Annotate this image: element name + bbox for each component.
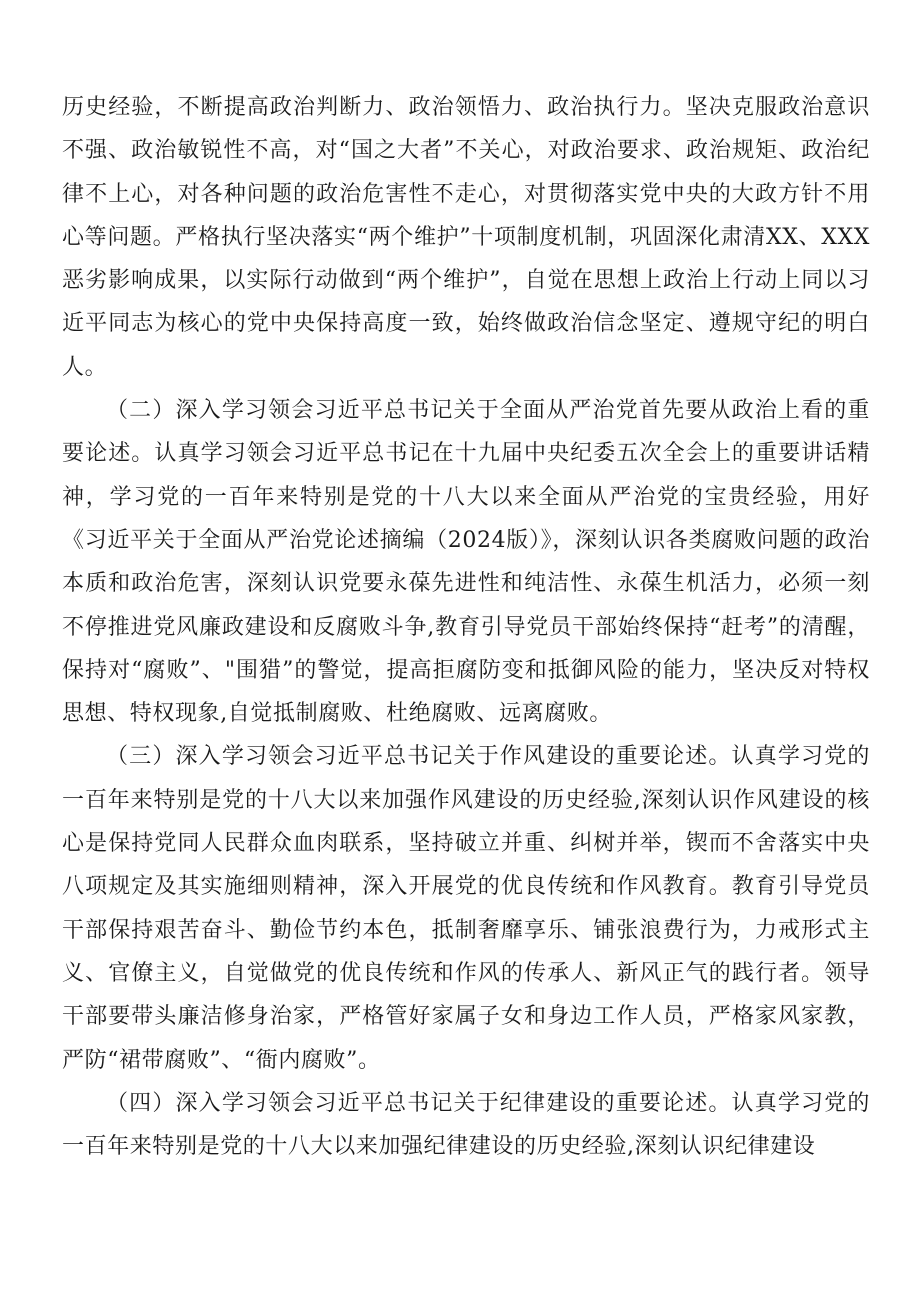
paragraph-section-three: （三）深入学习领会习近平总书记关于作风建设的重要论述。认真学习党的一百年来特别是党的十八大以来加强作风建设的历史经验,深刻认识作风建设的核心是保持党同人民群众血肉联系，坚持破立并重、纠树并举，锲而不舍落实中央八项规定及其实施细则精神，深入开展党的优良传统和作风教育。教育引导党员干部保持艰苦奋斗、勤俭节约本色，抵制奢靡享乐、铺张浪费行为，力戒形式主义、官僚主义，自觉做党的优良传统和作风的传承人、新风正气的践行者。领导干部要带头廉洁修身治家，严格管好家属子女和身边工作人员，严格家风家教，严防“裙带腐败”、“衙内腐败”。 bbox=[62, 744, 870, 1073]
document-body bbox=[62, 86, 870, 1168]
paragraph-section-four: （四）深入学习领会习近平总书记关于纪律建设的重要论述。认真学习党的一百年来特别是党的十八大以来加强纪律建设的历史经验,深刻认识纪律建设 bbox=[62, 1090, 870, 1160]
paragraph-political-awareness: 历史经验，不断提高政治判断力、政治领悟力、政治执行力。坚决克服政治意识不强、政治敏锐性不高，对“国之大者”不关心，对政治要求、政治规矩、政治纪律不上心，对各种问题的政治危害性不走心，对贯彻落实党中央的大政方针不用心等问题。严格执行坚决落实“两个维护”十项制度机制，巩固深化肃清XX、XXX恶劣影响成果，以实际行动做到“两个维护”，自觉在思想上政治上行动上同以习近平同志为核心的党中央保持高度一致，始终做政治信念坚定、遵规守纪的明白人。 bbox=[62, 95, 870, 380]
paragraph-section-two: （二）深入学习领会习近平总书记关于全面从严治党首先要从政治上看的重要论述。认真学习领会习近平总书记在十九届中央纪委五次全会上的重要讲话精神，学习党的一百年来特别是党的十八大以来全面从严治党的宝贵经验，用好《习近平关于全面从严治党论述摘编（2024版）》，深刻认识各类腐败问题的政治本质和政治危害，深刻认识党要永葆先进性和纯洁性、永葆生机活力，必须一刻不停推进党风廉政建设和反腐败斗争,教育引导党员干部始终保持“赶考”的清醒，保持对“腐败”、"围猎”的警觉，提高拒腐防变和抵御风险的能力，坚决反对特权思想、特权现象,自觉抵制腐败、杜绝腐败、远离腐败。 bbox=[62, 398, 870, 727]
